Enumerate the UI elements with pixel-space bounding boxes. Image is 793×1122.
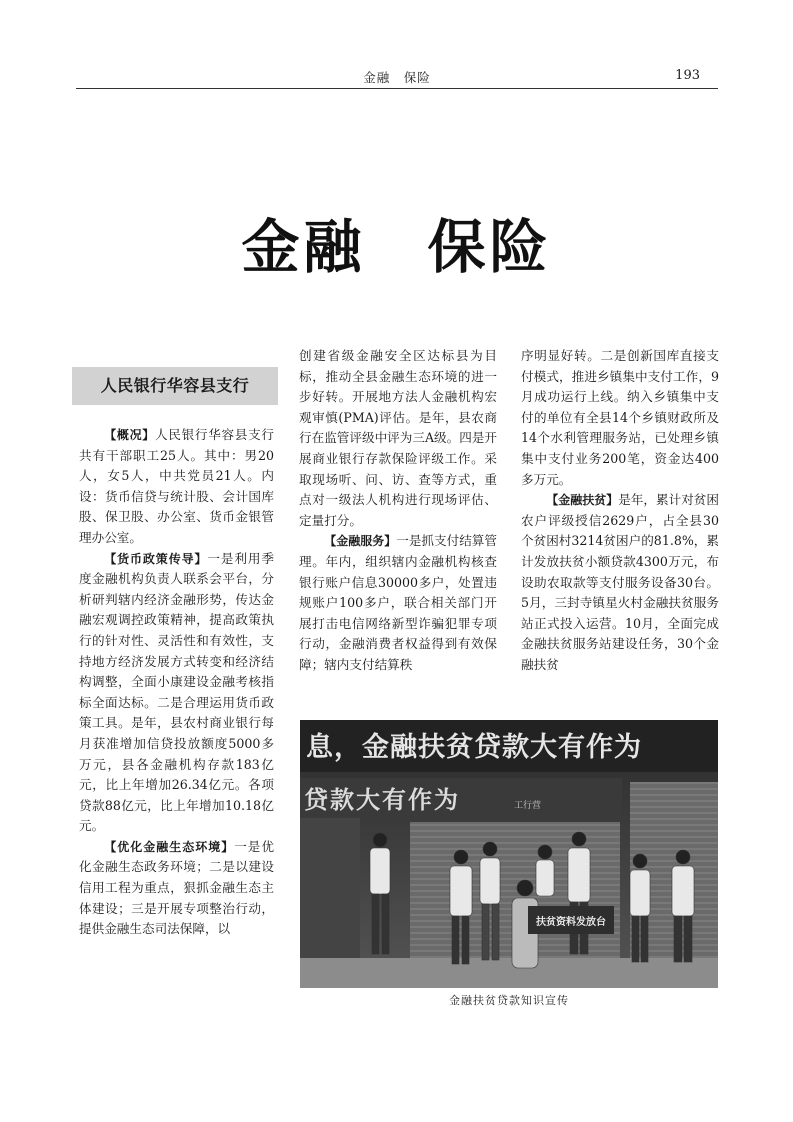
column-2 [299,346,497,676]
photo-caption: 金融扶贫贷款知识宣传 [449,994,569,1007]
paragraph-text: 创建省级金融安全区达标县为目标，推动全县金融生态环境的进一步好转。开展地方法人金融机构宏观审慎(PMA)评估。是年，县农商行在监管评级中评为三A级。四是开展商业银行存款保险评级工作。采取现场听、问、访、查等方式，重点对一级法人机构进行现场评估、定量打分。 [299,348,498,528]
paragraph-text: 一是抓支付结算管理。年内，组织辖内金融机构核查银行账户信息30000多户，处置违规账户100多户，联合相关部门开展打击电信网络新型诈骗犯罪专项行动，金融消费者权益得到有效保障；辖内支付结算秩 [299,533,497,672]
paragraph-text: 人民银行华容县支行共有干部职工25人。其中：男20人，女5人，中共党员21人。内设：货币信贷与统计股、会计国库股、保卫股、办公室、货币金银管理办公室。 [79,427,274,545]
photo-poverty-loan-promotion [300,720,718,988]
paragraph [521,490,719,675]
banner-mid-text: 贷款大有作为 [304,786,460,814]
page-number: 193 [675,68,700,83]
paragraph-text: 一是利用季度金融机构负责人联系会平台，分析研判辖内经济金融形势，传达金融宏观调控政策精神，提高政策执行的针对性、灵活性和有效性，支持地方经济发展方式转变和经济结构调整，全面小康建设金融考核指标全面达标。二是合理运用货币政策工具。是年，县农村商业银行每月获准增加信贷投放额度5000多万元，县各金融机构存款183亿元，比上年增加26.34亿元。各项贷款88亿元，比上年增加10.18亿元。 [79,550,274,834]
keyword-label: 【优化金融生态环境】 [104,839,235,854]
banner-small-text: 工行营 [514,801,542,811]
paragraph-text: 序明显好转。二是创新国库直接支付模式，推进乡镇集中支付工作，9月成功运行上线。纳入乡镇集中支付的单位有全县14个乡镇财政所及14个水利管理服务站，已处理乡镇集中支付业务200笔，资金达400多万元。 [521,348,719,487]
table-sign-text: 扶贫资料发放台 [536,917,606,928]
running-header [76,66,718,89]
paragraph-text: 是年，累计对贫困农户评级授信2629户，占全县30个贫困村3214贫困户的81.8%，累计发放扶贫小额贷款4300万元，布设助农取款等支付服务设备30台。5月，三封寺镇星火村金融扶贫服务站正式投入运营。10月，全面完成金融扶贫服务站建设任务，30个金融扶贫 [521,492,719,672]
keyword-label: 【金融扶贫】 [546,493,619,508]
column-3 [521,346,719,676]
banner-top-text: 息，金融扶贫贷款大有作为 [306,732,642,763]
section-heading: 人民银行华容县支行 [72,367,278,405]
keyword-label: 【金融服务】 [324,534,397,549]
column-1 [79,425,274,940]
chapter-title: 金融 保险 [241,213,552,281]
paragraph [299,346,497,531]
paragraph [79,549,274,837]
paragraph [79,425,274,549]
paragraph [521,346,719,490]
keyword-label: 【货币政策传导】 [104,551,208,566]
keyword-label: 【概况】 [104,428,156,442]
header-section-title: 金融 保险 [363,70,431,85]
paragraph [79,837,274,940]
paragraph [299,531,497,675]
paragraph-text: 一是优化金融生态政务环境；二是以建设信用工程为重点，狠抓金融生态主体建设；三是开展专项整治行动，提供金融生态司法保障，以 [79,838,274,937]
